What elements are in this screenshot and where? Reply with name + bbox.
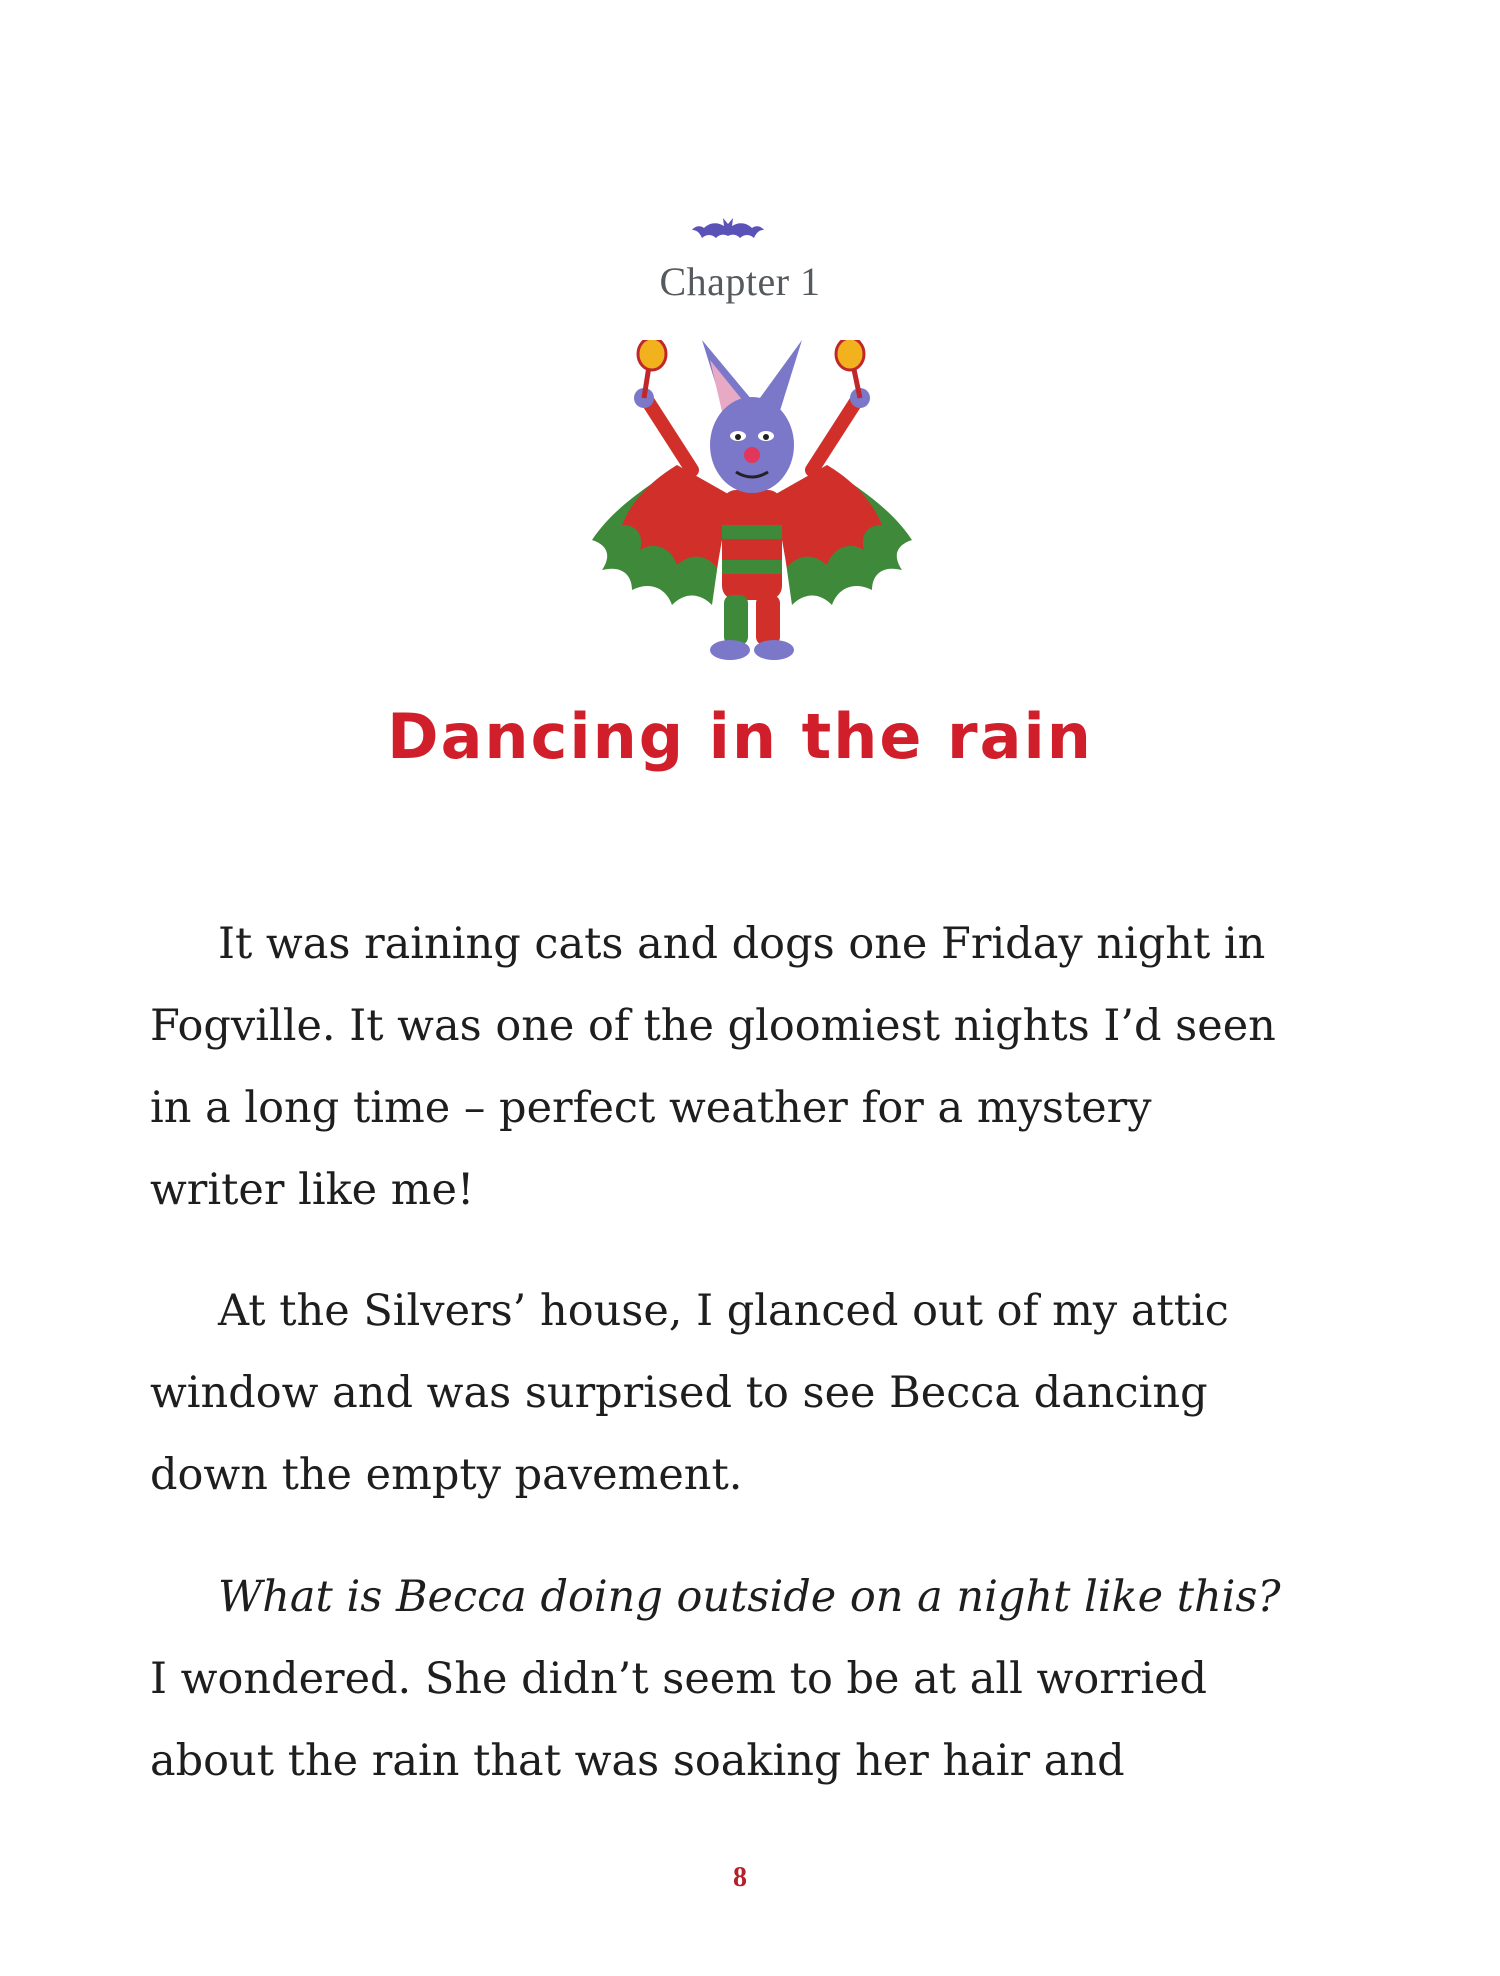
paragraph-3-rest: I wondered. She didn’t seem to be at all worried about the rain that was soaking her hair and — [150, 1654, 1208, 1786]
bat-icon — [690, 214, 766, 254]
chapter-label: Chapter 1 — [659, 259, 821, 304]
vampire-bat-illustration — [552, 340, 952, 680]
paragraph-1: It was raining cats and dogs one Friday night in Fogville. It was one of the gloomiest nights I’d seen in a long time – perfect weather for a mystery writer like me! — [150, 919, 1276, 1215]
chapter-title: Dancing in the rain — [387, 700, 1093, 773]
inner-thought: What is Becca doing outside on a night like this? — [218, 1572, 1281, 1622]
paragraph-2: At the Silvers’ house, I glanced out of my attic window and was surprised to see Becca dancing down the empty pavement. — [150, 1286, 1229, 1500]
paragraph-3 — [150, 1556, 1290, 1802]
page-number: 8 — [733, 1862, 747, 1893]
